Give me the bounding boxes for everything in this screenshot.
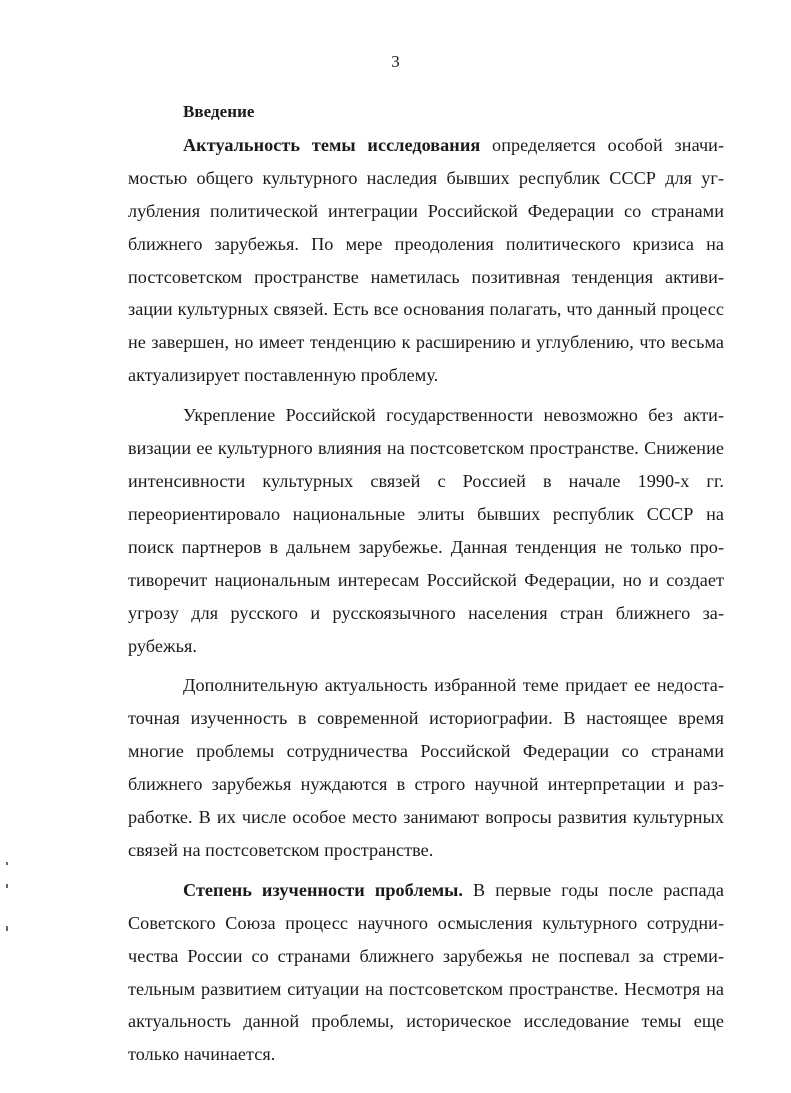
paragraph-degree-of-study	[128, 874, 724, 1071]
document-body	[128, 96, 724, 1071]
paragraph-lead-bold: Степень изученности проблемы.	[183, 879, 464, 900]
paragraph-lead-bold: Актуальность темы исследования	[183, 134, 481, 155]
page-number: 3	[391, 52, 400, 71]
paragraph-relevance	[128, 129, 724, 392]
paragraph-text: Укрепление Российской государственности невозможно без активизации ее культурного влияния на постсоветском пространстве. Снижение интенсивности культурных связей с Россией в начале 1990-х гг. переориентировало национальные элиты бывших республик СССР на поиск партнеров в дальнем зарубежье. Данная тенденция не только противоречит национальным интересам Российской Федерации, но и создает угрозу для русского и русскоязычного населения стран ближнего зарубежья.	[128, 405, 724, 656]
scan-margin-mark	[6, 884, 8, 888]
paragraph-historiography	[128, 669, 724, 866]
paragraph-statehood	[128, 399, 724, 662]
paragraph-text: В первые годы после распада Советского Союза процесс научного осмысления культурного сотрудничества России со странами ближнего зарубежья не поспевал за стремительным развитием ситуации на постсоветском пространстве. Несмотря на актуальность данной проблемы, историческое исследование темы еще только начинается.	[128, 879, 725, 1065]
scan-margin-mark	[6, 862, 8, 865]
paragraph-text: Дополнительную актуальность избранной теме придает ее недостаточная изученность в современной историографии. В настоящее время многие проблемы сотрудничества Российской Федерации со странами ближнего зарубежья нуждаются в строго научной интерпретации и разработке. В их числе особое место занимают вопросы развития культурных связей на постсоветском пространстве.	[128, 675, 724, 860]
paragraph-text: определяется особой значимостью общего культурного наследия бывших республик СССР для углубления политической интеграции Российской Федерации со странами ближнего зарубежья. По мере преодоления политического кризиса на постсоветском пространстве наметилась позитивная тенденция активизации культурных связей. Есть все основания полагать, что данный процесс не завершен, но имеет тенденцию к расширению и углублению, что весьма актуализирует поставленную проблему.	[128, 134, 724, 386]
section-heading: Введение	[183, 102, 255, 121]
scan-margin-mark	[6, 926, 8, 931]
